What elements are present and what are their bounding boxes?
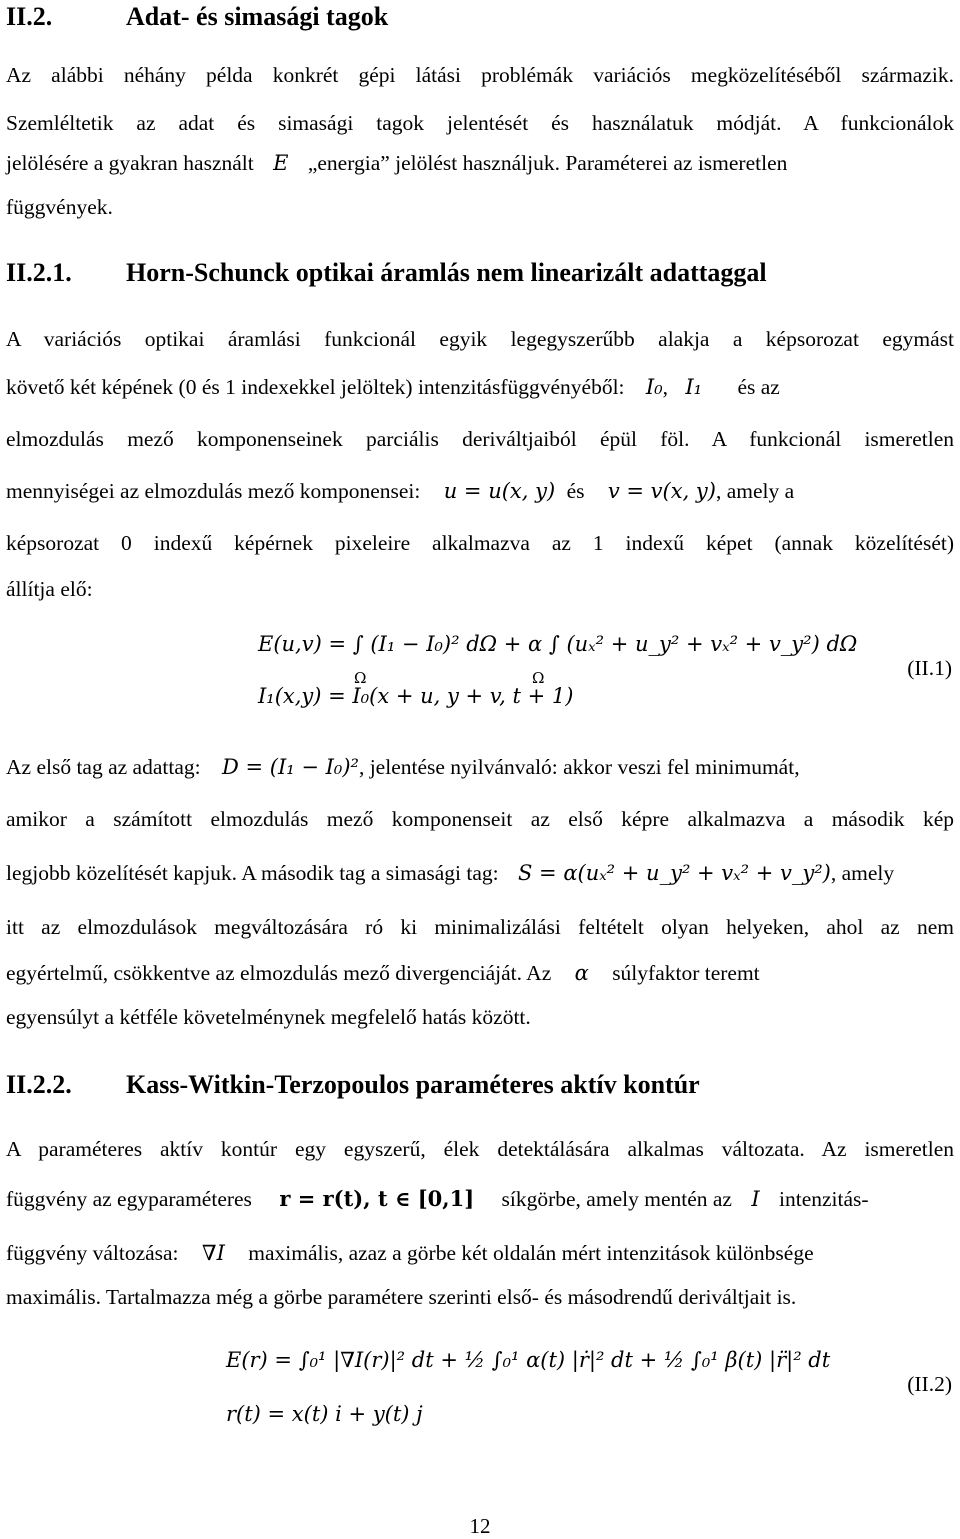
integral-domain-1: Ω xyxy=(354,669,367,687)
section-number: II.2. xyxy=(6,2,53,31)
sub1-line-1: A variációs optikai áramlási funkcionál egyik legegyszerűbb alakja a képsorozat egymást xyxy=(6,327,954,351)
subsection-title-1: Horn-Schunck optikai áramlás nem linearizált adattaggal xyxy=(126,258,767,287)
equation-II1-line2: I₁(x,y) = I₀(x + u, y + v, t + 1) xyxy=(258,684,574,708)
equation-label-II2: (II.2) xyxy=(907,1372,952,1396)
sub2-line-2: függvény az egyparaméteres r = r(t), t ∈ [0,1] síkgörbe, amely mentén az I intenzitás- xyxy=(6,1186,869,1211)
sub1-after-line-5: egyértelmű, csökkentve az elmozdulás mező divergenciáját. Az α súlyfaktor teremt xyxy=(6,961,760,985)
section-heading xyxy=(6,2,388,32)
sub1-line-3: elmozdulás mező komponenseinek parciális deriváltjaiból épül föl. A funkcionál ismeretlen xyxy=(6,427,954,451)
sub2-line-4: maximális. Tartalmazza még a görbe paramétere szerinti első- és másodrendű deriváltjait is. xyxy=(6,1285,797,1309)
subsection-number-2: II.2.2. xyxy=(6,1070,72,1099)
math-I0: I₀ xyxy=(645,375,663,399)
math-u-def: u = u(x, y) xyxy=(443,479,556,503)
intro-line-3: jelölésére a gyakran használt E „energia” jelölést használjuk. Paraméterei az ismeretlen xyxy=(6,151,788,175)
intro-line-4: függvények. xyxy=(6,195,113,219)
equation-II2-line2: r(t) = x(t) i + y(t) j xyxy=(226,1402,423,1426)
sub1-after-line-1: Az első tag az adattag: D = (I₁ − I₀)², jelentése nyilvánvaló: akkor veszi fel minimumát, xyxy=(6,755,800,779)
sub2-line-1: A paraméteres aktív kontúr egy egyszerű, élek detektálására alkalmas változata. Az ismeretlen xyxy=(6,1137,954,1161)
sub1-line-4: mennyiségei az elmozdulás mező komponensei: u = u(x, y) és v = v(x, y), amely a xyxy=(6,479,795,503)
subsection-heading-2 xyxy=(6,1070,700,1100)
subsection-number-1: II.2.1. xyxy=(6,258,72,287)
sub1-after-line-2: amikor a számított elmozdulás mező komponenseit az első képre alkalmazva a második kép xyxy=(6,807,954,831)
math-curve-def: r = r(t), t ∈ [0,1] xyxy=(279,1186,475,1211)
sub1-after-line-6: egyensúlyt a kétféle követelménynek megfelelő hatás között. xyxy=(6,1005,531,1029)
sub1-line-2: követő két képének (0 és 1 indexekkel jelöltek) intenzitásfüggvényéből: I₀, I₁ és az xyxy=(6,375,780,399)
equation-II1-line1: E(u,v) = ∫ (I₁ − I₀)² dΩ + α ∫ (uₓ² + u_y² + vₓ² + v_y²) dΩ xyxy=(258,632,858,656)
math-v-def: v = v(x, y) xyxy=(607,479,716,503)
subsection-heading-1 xyxy=(6,258,767,288)
section-title: Adat- és simasági tagok xyxy=(126,2,389,31)
energy-symbol: E xyxy=(273,151,289,175)
math-I1: I₁ xyxy=(685,375,703,399)
intro-line-1: Az alábbi néhány példa konkrét gépi látási problémák variációs megközelítéséből származik. xyxy=(6,63,954,87)
math-alpha: α xyxy=(574,961,589,985)
intro-line-2: Szemléltetik az adat és simasági tagok jelentését és használatuk módját. A funkcionálok xyxy=(6,111,954,135)
subsection-title-2: Kass-Witkin-Terzopoulos paraméteres aktív kontúr xyxy=(126,1070,700,1099)
integral-domain-2: Ω xyxy=(532,669,545,687)
math-smoothness-term: S = α(uₓ² + u_y² + vₓ² + v_y²) xyxy=(518,861,831,885)
equation-label-II1: (II.1) xyxy=(907,656,952,680)
math-gradient-I: ∇I xyxy=(201,1241,225,1265)
equation-II2-line1: E(r) = ∫₀¹ |∇I(r)|² dt + ½ ∫₀¹ α(t) |ṙ|² dt + ½ ∫₀¹ β(t) |r̈|² dt xyxy=(226,1348,831,1372)
sub1-line-6: állítja elő: xyxy=(6,577,93,601)
sub1-after-line-3: legjobb közelítését kapjuk. A második tag a simasági tag: S = α(uₓ² + u_y² + vₓ² + v_y²), amely xyxy=(6,861,895,885)
page-number: 12 xyxy=(469,1514,491,1538)
sub2-line-3: függvény változása: ∇I maximális, azaz a görbe két oldalán mért intenzitások különbsége xyxy=(6,1241,814,1265)
math-I: I xyxy=(751,1187,760,1211)
sub1-line-5: képsorozat 0 indexű képérnek pixeleire alkalmazva az 1 indexű képet (annak közelítését) xyxy=(6,531,954,555)
sub1-after-line-4: itt az elmozdulások megváltozására ró ki minimalizálási feltételt olyan helyeken, ahol az nem xyxy=(6,915,954,939)
math-data-term: D = (I₁ − I₀)² xyxy=(221,755,359,779)
